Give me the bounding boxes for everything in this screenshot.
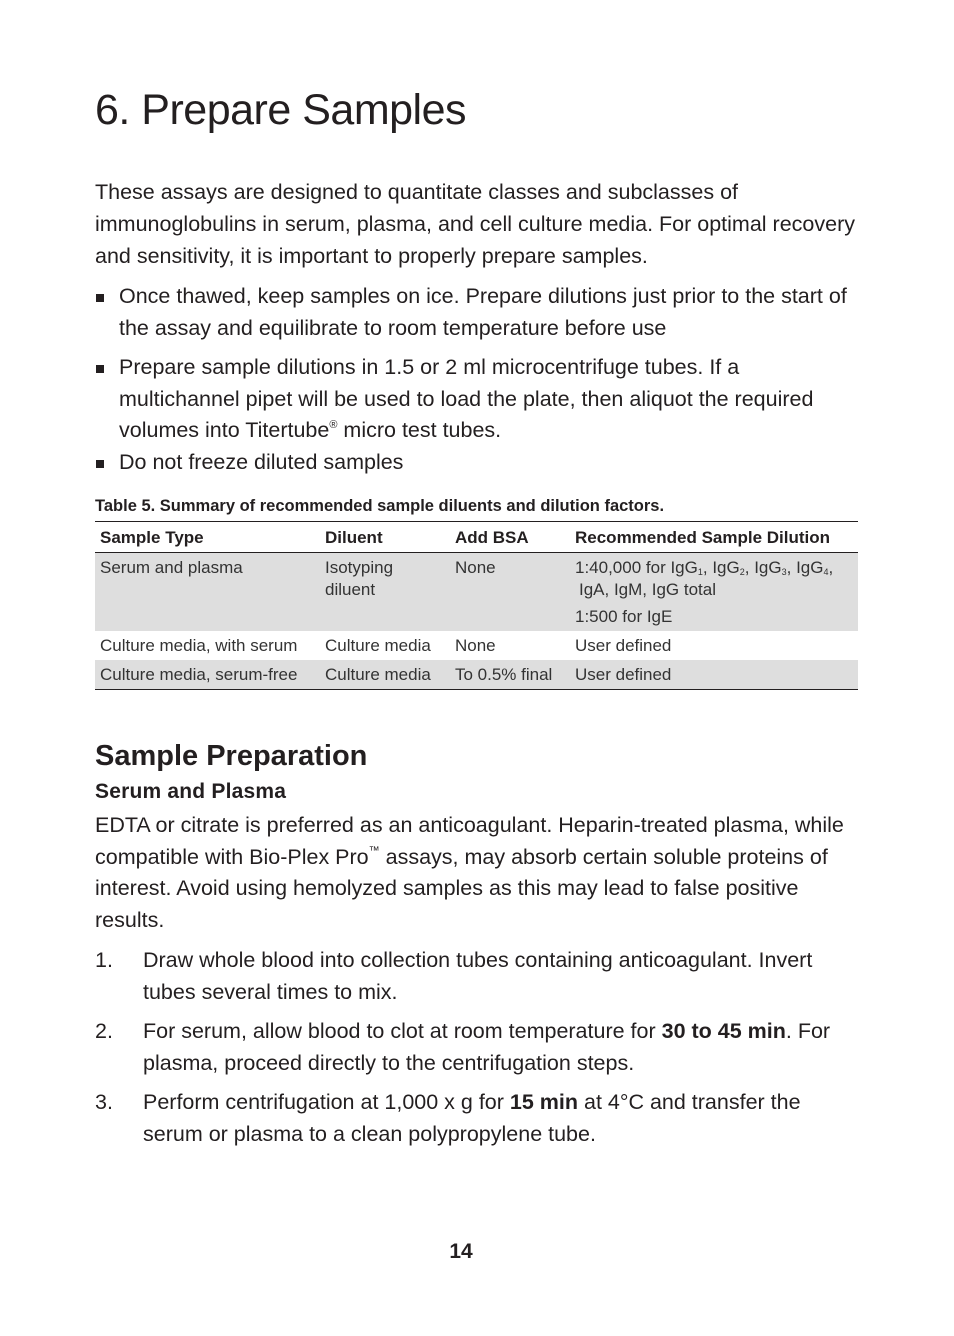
bullet-item	[95, 352, 859, 447]
cell-diluent-text: Isotyping diluent	[325, 558, 394, 599]
bullet-square-icon	[96, 294, 104, 302]
page-title: 6. Prepare Samples	[95, 86, 467, 134]
header-recommended-dilution: Recommended Sample Dilution	[570, 522, 858, 553]
table-row	[95, 660, 858, 690]
cell-dilution: User defined	[570, 660, 858, 690]
table-row	[95, 553, 858, 632]
header-add-bsa: Add BSA	[450, 522, 570, 553]
step-text: For serum, allow blood to clot at room temperature for	[143, 1019, 662, 1043]
step-number: 3.	[95, 1090, 113, 1114]
step-item	[95, 1087, 859, 1150]
registered-mark: ®	[329, 418, 338, 431]
cell-diluent	[320, 553, 450, 632]
dilution-line-3: 1:500 for IgE	[575, 607, 673, 626]
steps-list	[95, 945, 859, 1158]
dilution-table	[95, 521, 858, 690]
step-emphasis: 15 min	[509, 1090, 579, 1114]
cell-sample-type: Culture media, serum-free	[95, 660, 320, 690]
bullet-text: Once thawed, keep samples on ice. Prepare dilutions just prior to the start of the assay and equilibrate to room temperature before use	[119, 284, 847, 340]
step-number: 2.	[95, 1019, 113, 1043]
bullet-square-icon	[96, 365, 104, 373]
cell-diluent: Culture media	[320, 660, 450, 690]
subsection-heading: Serum and Plasma	[95, 780, 287, 803]
cell-sample-type: Serum and plasma	[95, 553, 320, 632]
serum-plasma-paragraph	[95, 810, 859, 936]
cell-diluent: Culture media	[325, 636, 431, 655]
bullet-text: Prepare sample dilutions in 1.5 or 2 ml microcentrifuge tubes. If a multichannel pipet will be used to load the plate, then aliquot the required volumes into Titertube	[119, 355, 814, 442]
bullet-text-end: micro test tubes.	[337, 418, 502, 442]
cell-bsa: None	[455, 636, 496, 655]
page-number: 14	[449, 1240, 473, 1263]
paragraph-text-end: assays, may absorb certain soluble proteins of interest. Avoid using hemolyzed samples as this may lead to false positive results.	[95, 844, 828, 932]
trademark-mark: ™	[368, 845, 380, 858]
bullet-square-icon	[96, 460, 104, 468]
step-text-end: at 4°C and transfer the serum or plasma to a clean polypropylene tube.	[143, 1090, 801, 1146]
step-text: Draw whole blood into collection tubes containing anticoagulant. Invert tubes several times to mix.	[143, 948, 813, 1004]
cell-dilution: User defined	[575, 636, 672, 655]
paragraph-text: EDTA or citrate is preferred as an anticoagulant. Heparin-treated plasma, while compatible with Bio-Plex Pro	[95, 813, 844, 869]
header-sample-type: Sample Type	[95, 522, 320, 553]
section-heading: Sample Preparation	[95, 740, 368, 772]
cell-sample-type: Culture media, with serum	[100, 636, 298, 655]
step-item	[95, 945, 859, 1008]
step-text-end: . For plasma, proceed directly to the centrifugation steps.	[143, 1019, 831, 1075]
bullet-text: Do not freeze diluted samples	[119, 449, 404, 474]
table-row	[95, 631, 858, 660]
table-header-row	[95, 522, 858, 553]
step-item	[95, 1016, 859, 1079]
step-number: 1.	[95, 948, 113, 972]
table-caption: Table 5. Summary of recommended sample diluents and dilution factors.	[95, 497, 665, 515]
intro-paragraph: These assays are designed to quantitate classes and subclasses of immunoglobulins in serum, plasma, and cell culture media. For optimal recovery and sensitivity, it is important to properly prepare samples.	[95, 180, 855, 268]
bullet-list	[95, 281, 859, 478]
step-text: Perform centrifugation at 1,000 x g for	[143, 1090, 510, 1114]
header-diluent: Diluent	[320, 522, 450, 553]
bullet-item	[95, 447, 859, 479]
cell-bsa: To 0.5% final	[450, 660, 570, 690]
bullet-item	[95, 281, 859, 344]
step-emphasis: 30 to 45 min	[661, 1019, 786, 1043]
dilution-line-2: IgA, IgM, IgG total	[579, 580, 717, 599]
cell-bsa: None	[450, 553, 570, 632]
dilution-line-1: 1:40,000 for IgG$_1$, IgG$_2$, IgG$_3$, IgG$_4$,	[575, 558, 834, 577]
cell-dilution	[570, 553, 858, 632]
